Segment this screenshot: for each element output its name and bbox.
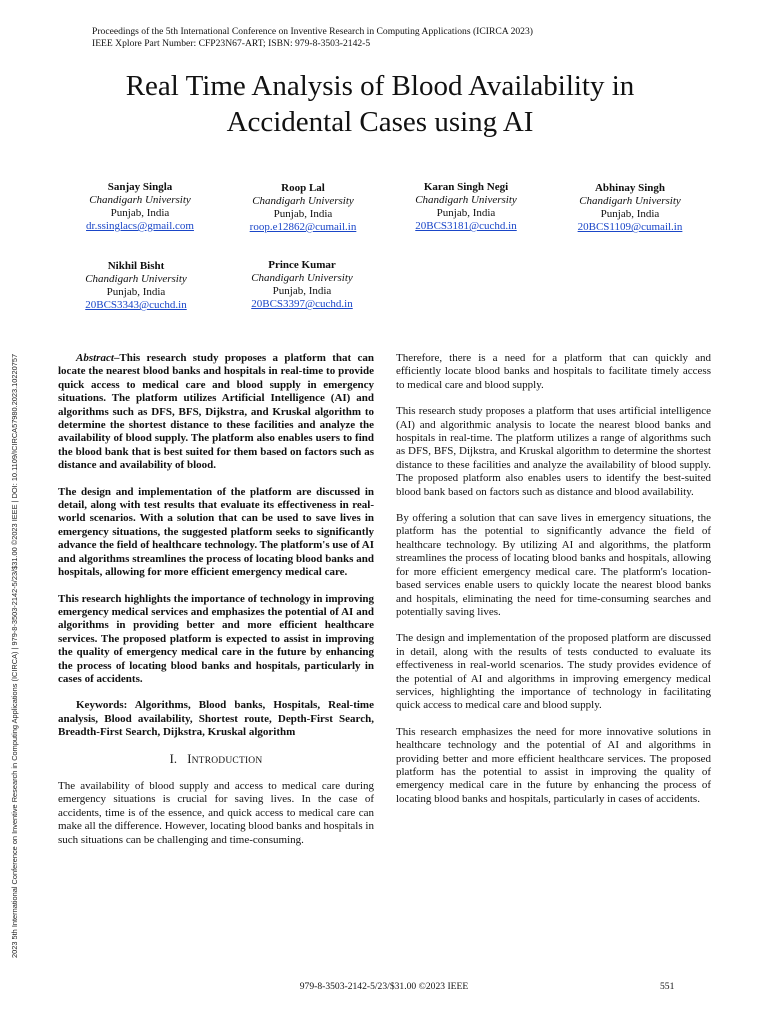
keywords-label: Keywords: <box>76 699 128 712</box>
section-title-initial: I <box>187 751 192 766</box>
author-affiliation: Chandigarh University <box>89 194 191 206</box>
author-affiliation: Chandigarh University <box>251 272 353 284</box>
keywords-paragraph <box>58 699 374 739</box>
abstract-paragraph: This research highlights the importance of technology in improving emergency medical services and emphasizes the potential of AI and algorithms in providing better and more efficient healthcare services. The proposed platform is expected to assist in improving the quality of emergency medical care in the future by enhancing the process of locating blood banks and hospitals, particularly in cases of accidents. <box>58 592 374 685</box>
author-affiliation: Chandigarh University <box>252 195 354 207</box>
author-name: Sanjay Singla <box>107 181 173 193</box>
footer-copyright: 979-8-3503-2142-5/23/$31.00 ©2023 IEEE <box>299 981 469 992</box>
right-column <box>396 352 711 819</box>
title-line-2: Accidental Cases using AI <box>226 106 534 138</box>
author-location: Punjab, India <box>272 285 332 297</box>
author-block <box>51 260 221 312</box>
author-name: Karan Singh Negi <box>423 181 509 193</box>
author-email-link[interactable]: 20BCS3397@cuchd.in <box>251 298 353 310</box>
body-paragraph: This research study proposes a platform that uses artificial intelligence (AI) and algorithmic analysis to locate the nearest blood banks and hospitals in real-time. The platform utilizes a range of algorithms such as DFS, BFS, Dijkstra, and Kruskal algorithm to determine the shortest distance to these facilities and analyze the availability of blood supply. The proposed platform also enables users to identify the best-suited blood bank based on factors such as distance and blood availability. <box>396 405 711 498</box>
body-paragraph: The design and implementation of the proposed platform are discussed in detail, along with the results of tests conducted to evaluate its effectiveness in real-world scenarios. The study provides evidence of the potential of AI and algorithms in improving emergency medical services, highlighting the importance of technology in facilitating quick access to medical care and blood supply. <box>396 632 711 712</box>
author-email-link[interactable]: roop.e12862@cumail.in <box>249 221 357 233</box>
author-name: Abhinay Singh <box>594 182 665 194</box>
author-email-link[interactable]: 20BCS1109@cumail.in <box>577 221 683 233</box>
author-name: Prince Kumar <box>268 259 336 271</box>
body-paragraph: The availability of blood supply and access to medical care during emergency situations is crucial for saving lives. In the case of accidents, time is of the essence, and quick access to medical care can make all the difference. However, locating blood banks and hospitals in such situations can be challenging and time-consuming. <box>58 779 374 846</box>
body-paragraph: By offering a solution that can save lives in emergency situations, the platform has the potential to significantly advance the field of healthcare technology. By utilizing AI and algorithms, the platform streamlines the process of locating blood banks and hospitals, allowing for more efficient emergency medical care. The platform's location-based services enable users to quickly locate the nearest blood banks and hospitals, eliminating the need for time-consuming searches and potentially saving lives. <box>396 512 711 618</box>
author-affiliation: Chandigarh University <box>579 195 681 207</box>
abstract-paragraph: The design and implementation of the platform are discussed in detail, along with test results that evaluate its effectiveness in real-world scenarios. With a solution that can be used to save lives in emergency situations, the suggested platform seeks to significantly advance the field of healthcare technology. The platform's use of AI and algorithms streamlines the process of locating blood banks and hospitals, allowing for more efficient emergency medical care. <box>58 485 374 579</box>
body-paragraph: This research emphasizes the need for more innovative solutions in healthcare technology and the potential of AI and algorithms in providing better and more efficient healthcare services. The proposed platform has the potential to assist in improving the quality of emergency medical care in the future by enhancing the process of locating blood banks and hospitals, particularly in cases of accidents. <box>396 725 711 805</box>
body-paragraph: Therefore, there is a need for a platform that can quickly and efficiently locate blood banks and hospitals to facilitate timely access to medical care and blood supply. <box>396 352 711 391</box>
author-affiliation: Chandigarh University <box>415 194 517 206</box>
title-line-1: Real Time Analysis of Blood Availability in <box>125 70 635 102</box>
left-column <box>58 352 374 860</box>
author-email-link[interactable]: 20BCS3343@cuchd.in <box>85 299 187 311</box>
part-number-line: IEEE Xplore Part Number: CFP23N67-ART; ISBN: 979-8-3503-2142-5 <box>92 38 371 49</box>
paper-title <box>40 68 720 140</box>
author-location: Punjab, India <box>436 207 496 219</box>
keywords-text: Algorithms, Blood banks, Hospitals, Real-time analysis, Blood availability, Shortest route, Depth-First Search, Breadth-First Search, Dijkstra, Kruskal algorithm <box>58 699 374 739</box>
author-name: Nikhil Bisht <box>107 260 165 272</box>
author-location: Punjab, India <box>273 208 333 220</box>
abstract-text: This research study proposes a platform that can locate the nearest blood banks and hospitals in real-time to provide quick access to medical care and blood supply in emergency situations. The platform utilizes Artificial Intelligence (AI) and algorithms such as DFS, BFS, Dijkstra, and Kruskal algorithm to determine the shortest distance to these facilities and analyze the availability of blood supply. The platform also enables users to find the blood bank that is best suited for them based on factors such as distance and availability of blood. <box>58 352 374 472</box>
side-citation-strip: 2023 5th International Conference on Inventive Research in Computing Applications (ICIRCA) | 979-8-3503-2142-5/23/$31.00 ©2023 IEEE | DOI: 10.1109/ICIRCA57980.2023.10220757 <box>10 353 19 958</box>
page-number: 551 <box>660 981 675 992</box>
author-email-link[interactable]: 20BCS3181@cuchd.in <box>415 220 517 232</box>
section-heading <box>58 753 374 768</box>
author-location: Punjab, India <box>600 208 660 220</box>
proceedings-line: Proceedings of the 5th International Conference on Inventive Research in Computing Applications (ICIRCA 2023) <box>92 26 533 37</box>
section-title-rest: NTRODUCTION <box>191 755 263 766</box>
author-block <box>545 182 715 234</box>
author-email-link[interactable]: dr.ssinglacs@gmail.com <box>86 220 194 232</box>
author-name: Roop Lal <box>281 182 325 194</box>
author-block <box>217 259 387 311</box>
abstract-paragraph <box>58 352 374 473</box>
abstract-label: Abstract <box>76 352 114 364</box>
author-block <box>218 182 388 234</box>
author-location: Punjab, India <box>106 286 166 298</box>
author-block <box>381 181 551 233</box>
proceedings-header <box>92 26 533 50</box>
author-block <box>55 181 225 233</box>
abstract-dash: – <box>113 352 120 364</box>
section-numeral: I. <box>169 751 178 766</box>
author-affiliation: Chandigarh University <box>85 273 187 285</box>
author-location: Punjab, India <box>110 207 170 219</box>
